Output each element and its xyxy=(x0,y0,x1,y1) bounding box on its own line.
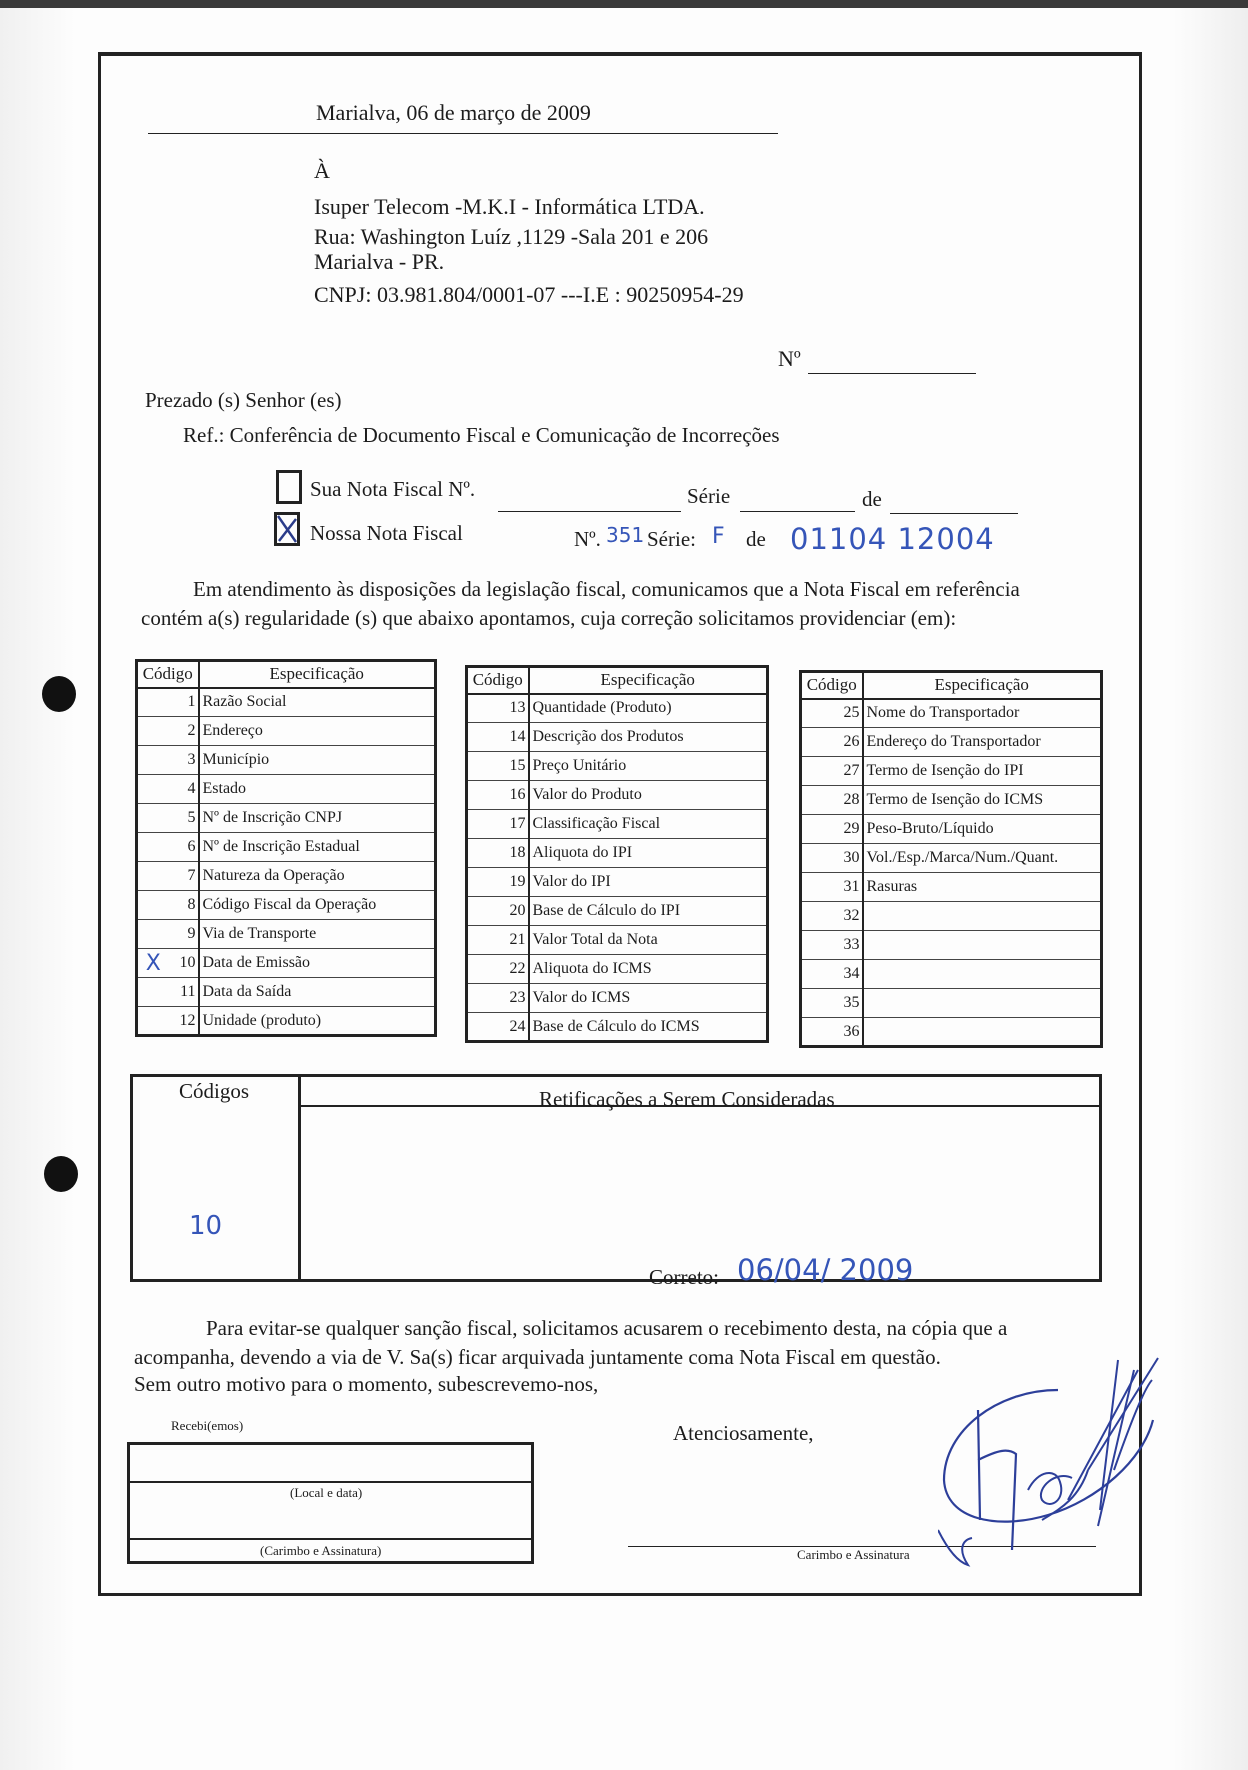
code-specification: Endereço do Transportador xyxy=(863,728,1102,757)
code-specification: Vol./Esp./Marca/Num./Quant. xyxy=(863,844,1102,873)
code-number: 17 xyxy=(499,810,529,839)
code-number: 24 xyxy=(499,1013,529,1042)
check-mark[interactable] xyxy=(467,752,499,781)
check-mark[interactable] xyxy=(467,839,499,868)
sua-serie-line xyxy=(740,511,855,512)
check-mark[interactable] xyxy=(801,757,833,786)
code-row xyxy=(801,1018,1102,1047)
code-number: 36 xyxy=(833,1018,863,1047)
code-number: 8 xyxy=(169,891,199,920)
code-row xyxy=(137,804,436,833)
code-specification: Classificação Fiscal xyxy=(529,810,768,839)
check-mark[interactable] xyxy=(467,897,499,926)
code-specification: Descrição dos Produtos xyxy=(529,723,768,752)
check-mark[interactable] xyxy=(801,1018,833,1047)
code-specification xyxy=(863,931,1102,960)
check-mark[interactable] xyxy=(801,786,833,815)
code-specification: Base de Cálculo do ICMS xyxy=(532,1017,700,1035)
retificacoes-title: Retificações a Serem Consideradas xyxy=(539,1087,835,1111)
sua-nota-number-line xyxy=(498,511,681,512)
carimbo-left-label: (Carimbo e Assinatura) xyxy=(260,1543,382,1558)
code-specification: Via de Transporte xyxy=(199,920,436,949)
nossa-date-value: 01104 12004 xyxy=(790,522,995,556)
code-row xyxy=(137,862,436,891)
check-mark[interactable] xyxy=(801,873,833,902)
check-mark[interactable] xyxy=(801,902,833,931)
addressee-prefix: À xyxy=(314,158,330,183)
code-row xyxy=(467,926,768,955)
code-number: 25 xyxy=(833,699,863,728)
code-row xyxy=(467,868,768,897)
code-number: 29 xyxy=(833,815,863,844)
code-number: 7 xyxy=(169,862,199,891)
code-row xyxy=(137,978,436,1007)
sua-nota-label: Sua Nota Fiscal Nº. xyxy=(310,477,476,501)
code-row xyxy=(467,694,768,723)
code-number: 1 xyxy=(169,688,199,717)
check-mark[interactable] xyxy=(801,815,833,844)
code-number: 19 xyxy=(499,868,529,897)
code-number: 6 xyxy=(169,833,199,862)
code-row xyxy=(801,815,1102,844)
code-specification: Quantidade (Produto) xyxy=(529,694,768,723)
sua-date-line xyxy=(890,513,1018,514)
retificacoes-code-value: 10 xyxy=(189,1211,223,1241)
check-mark[interactable] xyxy=(137,891,169,920)
code-specification: Nome do Transportador xyxy=(863,699,1102,728)
code-row xyxy=(467,839,768,868)
nossa-serie-label: Série: xyxy=(647,527,696,551)
code-row xyxy=(467,752,768,781)
code-row xyxy=(801,757,1102,786)
code-row xyxy=(801,699,1102,728)
code-row xyxy=(801,960,1102,989)
code-number: 21 xyxy=(499,926,529,955)
code-specification: Nº de Inscrição Estadual xyxy=(199,833,436,862)
code-specification: Termo de Isenção do ICMS xyxy=(863,786,1102,815)
code-number: 16 xyxy=(499,781,529,810)
code-specification: Município xyxy=(199,746,436,775)
code-number: 26 xyxy=(833,728,863,757)
nossa-number-label: Nº. xyxy=(574,527,601,551)
code-number: 23 xyxy=(499,984,529,1013)
spec-header: Especificação xyxy=(863,672,1102,699)
carimbo-right-label: Carimbo e Assinatura xyxy=(797,1547,910,1562)
spec-header: Especificação xyxy=(199,661,436,688)
check-mark[interactable] xyxy=(137,775,169,804)
sua-de-label: de xyxy=(862,487,882,511)
code-row xyxy=(467,781,768,810)
spec-header: Especificação xyxy=(529,667,768,694)
company-cnpj: CNPJ: 03.981.804/0001-07 ---I.E : 90250954-29 xyxy=(314,282,744,307)
check-mark[interactable] xyxy=(467,955,499,984)
code-row xyxy=(137,775,436,804)
atenciosamente: Atenciosamente, xyxy=(673,1421,814,1445)
sua-nota-checkbox[interactable] xyxy=(276,470,302,504)
code-specification: Código Fiscal da Operação xyxy=(199,891,436,920)
code-number: 20 xyxy=(499,897,529,926)
check-mark[interactable] xyxy=(801,728,833,757)
scan-top-edge xyxy=(0,0,1248,8)
receipt-label: Recebi(emos) xyxy=(171,1418,244,1433)
code-specification: Base de Cálculo do IPI xyxy=(529,897,768,926)
closing-line-3: Sem outro motivo para o momento, subescrevemo-nos, xyxy=(134,1372,599,1396)
code-specification: Endereço xyxy=(199,717,436,746)
code-specification: Valor Total da Nota xyxy=(529,926,768,955)
check-mark[interactable] xyxy=(137,920,169,949)
x-mark-icon xyxy=(277,515,297,543)
code-row xyxy=(801,989,1102,1018)
code-number: 28 xyxy=(833,786,863,815)
code-specification: Termo de Isenção do IPI xyxy=(863,757,1102,786)
code-number: 10 xyxy=(169,949,199,978)
code-row xyxy=(801,786,1102,815)
code-row xyxy=(801,728,1102,757)
company-street: Rua: Washington Luíz ,1129 -Sala 201 e 206 xyxy=(314,224,709,249)
retificacoes-box xyxy=(130,1074,1102,1289)
code-row xyxy=(137,891,436,920)
code-specification: Data da Saída xyxy=(199,978,436,1007)
code-row xyxy=(137,920,436,949)
number-field-line xyxy=(808,373,976,374)
check-mark[interactable] xyxy=(467,926,499,955)
check-mark[interactable] xyxy=(137,978,169,1007)
code-number: 13 xyxy=(499,694,529,723)
salutation: Prezado (s) Senhor (es) xyxy=(145,388,342,412)
closing-line-1: Para evitar-se qualquer sanção fiscal, solicitamos acusarem o recebimento desta, na cópia que a xyxy=(206,1316,1008,1340)
intro-line-2: contém a(s) regularidade (s) que abaixo apontamos, cuja correção solicitamos providenciar (em): xyxy=(141,606,957,630)
code-number: 12 xyxy=(169,1007,199,1036)
sua-serie-label: Série xyxy=(687,484,731,508)
check-mark[interactable] xyxy=(467,723,499,752)
check-mark[interactable] xyxy=(137,833,169,862)
codes-table-1 xyxy=(135,659,437,1037)
code-row xyxy=(137,746,436,775)
code-number: 34 xyxy=(833,960,863,989)
check-mark[interactable] xyxy=(137,862,169,891)
company-name: Isuper Telecom -M.K.I - Informática LTDA. xyxy=(314,194,705,219)
code-specification xyxy=(863,989,1102,1018)
code-specification: Peso-Bruto/Líquido xyxy=(863,815,1102,844)
code-row xyxy=(137,833,436,862)
code-specification: Aliquota do IPI xyxy=(529,839,768,868)
code-specification: Aliquota do ICMS xyxy=(529,955,768,984)
punch-hole-bottom xyxy=(44,1156,78,1192)
code-number: 27 xyxy=(833,757,863,786)
codes-table-3 xyxy=(799,670,1103,1048)
code-number: 5 xyxy=(169,804,199,833)
code-row xyxy=(801,873,1102,902)
code-row xyxy=(137,1007,436,1036)
receipt-box xyxy=(127,1442,534,1564)
code-specification: Data de Emissão xyxy=(199,949,436,978)
code-number: 15 xyxy=(499,752,529,781)
nossa-serie-value: F xyxy=(712,524,725,549)
code-specification xyxy=(863,1018,1102,1047)
code-specification: Valor do Produto xyxy=(529,781,768,810)
code-row xyxy=(137,949,436,978)
check-mark[interactable] xyxy=(801,960,833,989)
receipt-separator-2 xyxy=(130,1538,531,1540)
company-city: Marialva - PR. xyxy=(314,249,445,274)
code-header: Código xyxy=(801,672,863,699)
code-row xyxy=(137,688,436,717)
code-row xyxy=(467,810,768,839)
check-mark[interactable] xyxy=(467,781,499,810)
code-number: 32 xyxy=(833,902,863,931)
codes-table-2 xyxy=(465,665,769,1043)
code-number: 35 xyxy=(833,989,863,1018)
code-row xyxy=(801,931,1102,960)
code-number: 3 xyxy=(169,746,199,775)
code-number: 9 xyxy=(169,920,199,949)
check-mark[interactable] xyxy=(137,688,169,717)
reference: Ref.: Conferência de Documento Fiscal e Comunicação de Incorreções xyxy=(183,423,780,447)
date-underline xyxy=(148,133,778,134)
intro-line-1: Em atendimento às disposições da legislação fiscal, comunicamos que a Nota Fiscal em referência xyxy=(193,577,1020,601)
code-number: 22 xyxy=(499,955,529,984)
code-specification: Unidade (produto) xyxy=(202,1011,322,1029)
check-mark[interactable] xyxy=(801,699,833,728)
code-number: 33 xyxy=(833,931,863,960)
correto-label: Correto: xyxy=(649,1265,719,1289)
code-specification xyxy=(863,960,1102,989)
check-mark[interactable] xyxy=(467,1013,499,1042)
code-row xyxy=(467,955,768,984)
check-mark[interactable] xyxy=(467,984,499,1013)
code-row xyxy=(801,844,1102,873)
check-mark[interactable] xyxy=(137,746,169,775)
check-mark[interactable] xyxy=(137,717,169,746)
check-mark[interactable] xyxy=(467,868,499,897)
nossa-number-value: 351 xyxy=(606,523,645,547)
check-mark[interactable] xyxy=(467,810,499,839)
code-number: 4 xyxy=(169,775,199,804)
number-label: Nº xyxy=(778,346,801,371)
check-mark[interactable] xyxy=(801,844,833,873)
code-specification: Valor do IPI xyxy=(529,868,768,897)
code-specification: Razão Social xyxy=(199,688,436,717)
code-specification: Preço Unitário xyxy=(529,752,768,781)
code-number: 18 xyxy=(499,839,529,868)
check-mark[interactable] xyxy=(801,931,833,960)
correto-value: 06/04/ 2009 xyxy=(737,1253,914,1287)
code-specification: Estado xyxy=(199,775,436,804)
signature-scribble xyxy=(938,1350,1170,1575)
check-mark[interactable]: X xyxy=(137,949,169,978)
place-date: Marialva, 06 de março de 2009 xyxy=(316,100,591,125)
nossa-nota-label: Nossa Nota Fiscal xyxy=(310,521,463,545)
code-specification: Nº de Inscrição CNPJ xyxy=(199,804,436,833)
code-row xyxy=(137,717,436,746)
retificacoes-divider xyxy=(298,1077,301,1279)
code-row xyxy=(801,902,1102,931)
code-row xyxy=(467,897,768,926)
code-row xyxy=(467,723,768,752)
closing-line-2: acompanha, devendo a via de V. Sa(s) ficar arquivada juntamente coma Nota Fiscal em questão. xyxy=(134,1345,941,1369)
code-number: 31 xyxy=(833,873,863,902)
local-data-label: (Local e data) xyxy=(290,1485,363,1500)
code-header: Código xyxy=(467,667,529,694)
check-mark[interactable] xyxy=(801,989,833,1018)
retificacoes-codes-header: Códigos xyxy=(179,1079,250,1103)
code-header: Código xyxy=(137,661,199,688)
code-number: 11 xyxy=(169,978,199,1007)
check-mark[interactable] xyxy=(137,804,169,833)
code-specification: Rasuras xyxy=(863,873,1102,902)
check-mark[interactable] xyxy=(137,1007,169,1036)
code-row xyxy=(467,1013,768,1042)
code-specification: Natureza da Operação xyxy=(199,862,436,891)
code-number: 2 xyxy=(169,717,199,746)
code-specification xyxy=(863,902,1102,931)
code-number: 30 xyxy=(833,844,863,873)
code-row xyxy=(467,984,768,1013)
code-specification: Valor do ICMS xyxy=(529,984,768,1013)
nossa-nota-checkbox[interactable] xyxy=(274,512,300,546)
code-number: 14 xyxy=(499,723,529,752)
check-mark[interactable] xyxy=(467,694,499,723)
nossa-de-label: de xyxy=(746,527,766,551)
punch-hole-top xyxy=(42,676,76,712)
receipt-separator-1 xyxy=(130,1481,531,1483)
